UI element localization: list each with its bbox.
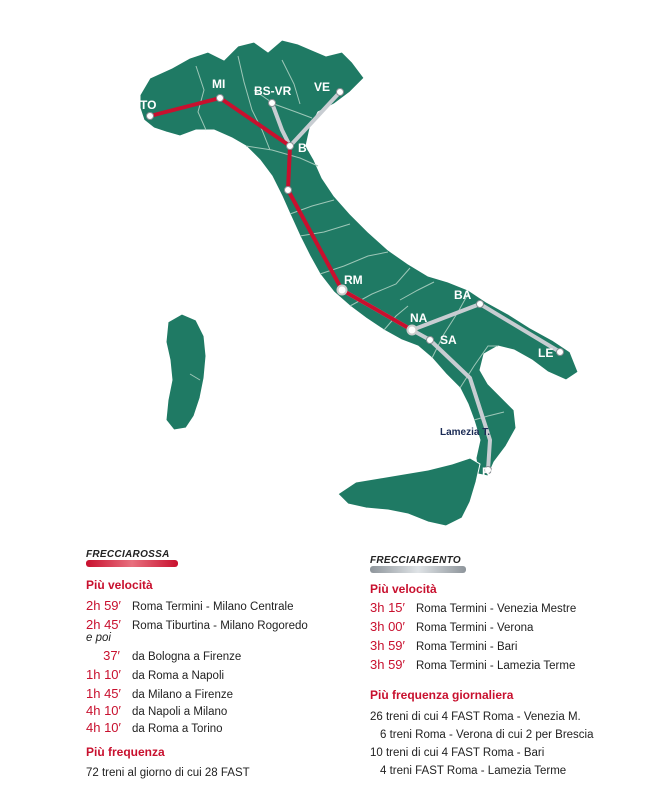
route-desc: Roma Termini - Venezia Mestre bbox=[416, 603, 577, 615]
route-desc: Roma Tiburtina - Milano Rogoredo bbox=[132, 620, 308, 632]
route-desc: Roma Termini - Bari bbox=[416, 641, 518, 653]
route-desc: Roma Termini - Milano Centrale bbox=[132, 601, 294, 613]
frecciargento-logo: FRECCIARGENTO bbox=[370, 555, 461, 566]
city-label-to: TO bbox=[140, 98, 157, 112]
frecciarossa-route-row bbox=[86, 667, 224, 682]
frecciargento-route-row bbox=[370, 657, 575, 672]
sicily bbox=[338, 458, 480, 526]
frecciarossa-route-row bbox=[86, 598, 293, 613]
frecciargento-freq-line: 6 treni Roma - Verona di cui 2 per Brescia bbox=[380, 729, 594, 741]
frecciarossa-logo-swoosh bbox=[86, 560, 178, 567]
city-label-fi: FI bbox=[266, 186, 277, 200]
route-time: 2h 45′ bbox=[86, 617, 121, 632]
route-desc: da Roma a Napoli bbox=[132, 670, 225, 682]
route-time: 3h 15′ bbox=[370, 600, 405, 615]
city-label-na: NA bbox=[410, 311, 428, 325]
frecciargento-freq-line: 4 treni FAST Roma - Lamezia Terme bbox=[380, 765, 567, 777]
route-time: 3h 59′ bbox=[370, 657, 405, 672]
city-label-mi: MI bbox=[212, 77, 226, 91]
mainland-italy bbox=[140, 40, 578, 476]
city-label-bs-vr: BS-VR bbox=[254, 84, 292, 98]
city-label-sa: SA bbox=[440, 333, 457, 347]
frecciarossa-freq-text: 72 treni al giorno di cui 28 FAST bbox=[86, 767, 250, 779]
route-time: 37′ bbox=[103, 648, 120, 663]
route-time: 2h 59′ bbox=[86, 598, 121, 613]
frecciargento-logo-swoosh bbox=[370, 566, 466, 573]
sardinia bbox=[166, 314, 206, 430]
e-poi-label: e poi bbox=[86, 632, 111, 644]
route-time: 4h 10′ bbox=[86, 703, 121, 718]
route-desc: da Napoli a Milano bbox=[132, 706, 228, 718]
frecciargento-speed-title: Più velocità bbox=[370, 582, 437, 596]
route-desc: da Milano a Firenze bbox=[132, 689, 233, 701]
city-label-le: LE bbox=[538, 346, 554, 360]
frecciargento-freq-line: 10 treni di cui 4 FAST Roma - Bari bbox=[370, 747, 545, 759]
frecciarossa-route-row bbox=[86, 648, 241, 663]
city-label-rc: RC bbox=[482, 465, 500, 479]
route-desc: Roma Termini - Lamezia Terme bbox=[416, 660, 576, 672]
frecciarossa-route-row bbox=[86, 720, 223, 735]
frecciargento-route-row bbox=[370, 638, 517, 653]
city-label-rm: RM bbox=[344, 273, 363, 287]
route-time: 3h 59′ bbox=[370, 638, 405, 653]
frecciargento-freq-title: Più frequenza giornaliera bbox=[370, 688, 514, 702]
frecciargento-freq-line: 26 treni di cui 4 FAST Roma - Venezia M. bbox=[370, 711, 581, 723]
city-label-ba: BA bbox=[454, 288, 472, 302]
city-label-ve: VE bbox=[314, 80, 331, 94]
frecciarossa-route-row bbox=[86, 686, 233, 701]
frecciargento-route-row bbox=[370, 619, 533, 634]
route-time: 1h 45′ bbox=[86, 686, 121, 701]
city-label-lamezia: Lamezia T. bbox=[440, 427, 491, 438]
frecciarossa-route-row bbox=[86, 617, 308, 632]
frecciarossa-speed-title: Più velocità bbox=[86, 578, 153, 592]
route-desc: Roma Termini - Verona bbox=[416, 622, 534, 634]
route-time: 3h 00′ bbox=[370, 619, 405, 634]
route-time: 4h 10′ bbox=[86, 720, 121, 735]
route-time: 1h 10′ bbox=[86, 667, 121, 682]
city-label-bo: BO bbox=[298, 141, 316, 155]
frecciarossa-route-row bbox=[86, 703, 227, 718]
route-desc: da Roma a Torino bbox=[132, 723, 223, 735]
frecciargento-route-row bbox=[370, 600, 576, 615]
frecciarossa-freq-title: Più frequenza bbox=[86, 745, 165, 759]
route-desc: da Bologna a Firenze bbox=[132, 651, 242, 663]
frecciarossa-logo: FRECCIAROSSA bbox=[86, 549, 170, 560]
